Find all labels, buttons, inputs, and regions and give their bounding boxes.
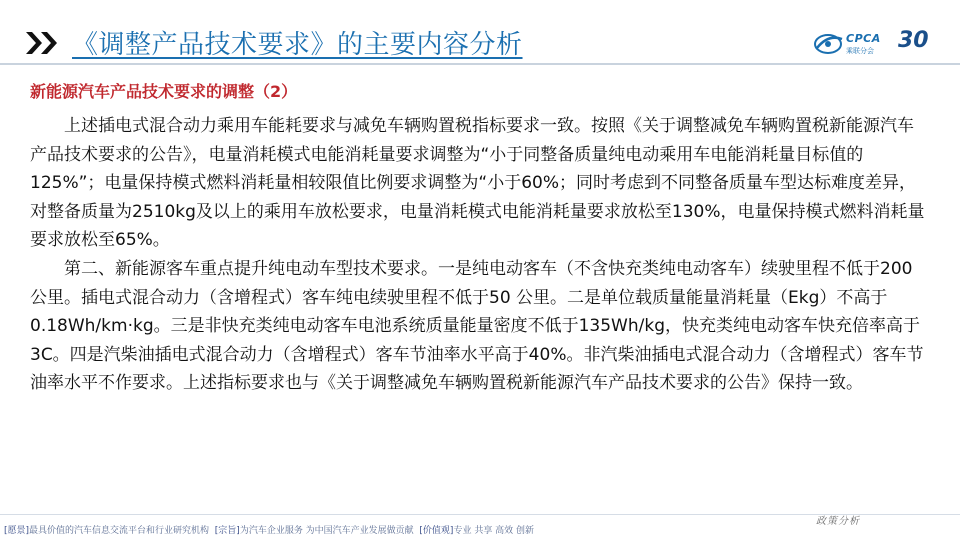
section-title: 新能源汽车产品技术要求的调整（2） — [30, 82, 298, 101]
paragraph: 上述插电式混合动力乘用车能耗要求与减免车辆购置税指标要求一致。按照《关于调整减免车辆购置税新能源汽车产品技术要求的公告》，电量消耗模式电能消耗量要求调整为“小于同整备质量纯电动乘用车电能消耗量目标值的125%”；电量保持模式燃料消耗量相较限值比例要求调整为“小于60%；同时考虑到不同整备质量车型达标难度差异，对整备质量为2510kg及以上的乘用车放松要求，电量消耗模式电能消耗量要求放松至130%，电量保持模式燃料消耗量要求放松至65%。 — [30, 116, 925, 251]
double-chevron-icon — [24, 30, 64, 56]
footer-divider — [0, 514, 960, 515]
footer — [4, 523, 534, 536]
footer-values-text: 专业 共享 高效 创新 — [453, 526, 535, 536]
logo-subtext: 乘联分会 — [846, 47, 874, 55]
footer-vision-text: 最具价值的汽车信息交流平台和行业研究机构 — [29, 526, 210, 536]
corner-label: 政策分析 — [816, 516, 860, 527]
header-divider — [0, 63, 960, 65]
header — [0, 0, 960, 70]
body-text — [30, 112, 930, 398]
logo-text: CPCA — [846, 32, 881, 45]
page-title: 《调整产品技术要求》的主要内容分析 — [72, 30, 523, 60]
paragraph: 第二、新能源客车重点提升纯电动车型技术要求。一是纯电动客车（不含快充类纯电动客车）续驶里程不低于200 公里。插电式混合动力（含增程式）客车纯电续驶里程不低于50 公里。二是单位载质量能量消耗量（Ekg）不高于0.18Wh/km·kg。三是非快充类纯电动客车电池系统质量能量密度不低于135Wh/kg，快充类纯电动客车快充倍率高于3C。四是汽柴油插电式混合动力（含增程式）客车节油率水平高于40%。非汽柴油插电式混合动力（含增程式）客车节油率水平不作要求。上述指标要求也与《关于调整减免车辆购置税新能源汽车产品技术要求的公告》保持一致。 — [30, 258, 924, 394]
footer-mission-tag: [宗旨] — [214, 526, 240, 536]
anniversary-mark: 30 — [898, 28, 929, 53]
footer-vision-tag: [愿景] — [4, 526, 30, 536]
footer-mission-text: 为汽车企业服务 为中国汽车产业发展做贡献 — [239, 526, 414, 536]
footer-values-tag: [价值观] — [419, 526, 454, 536]
